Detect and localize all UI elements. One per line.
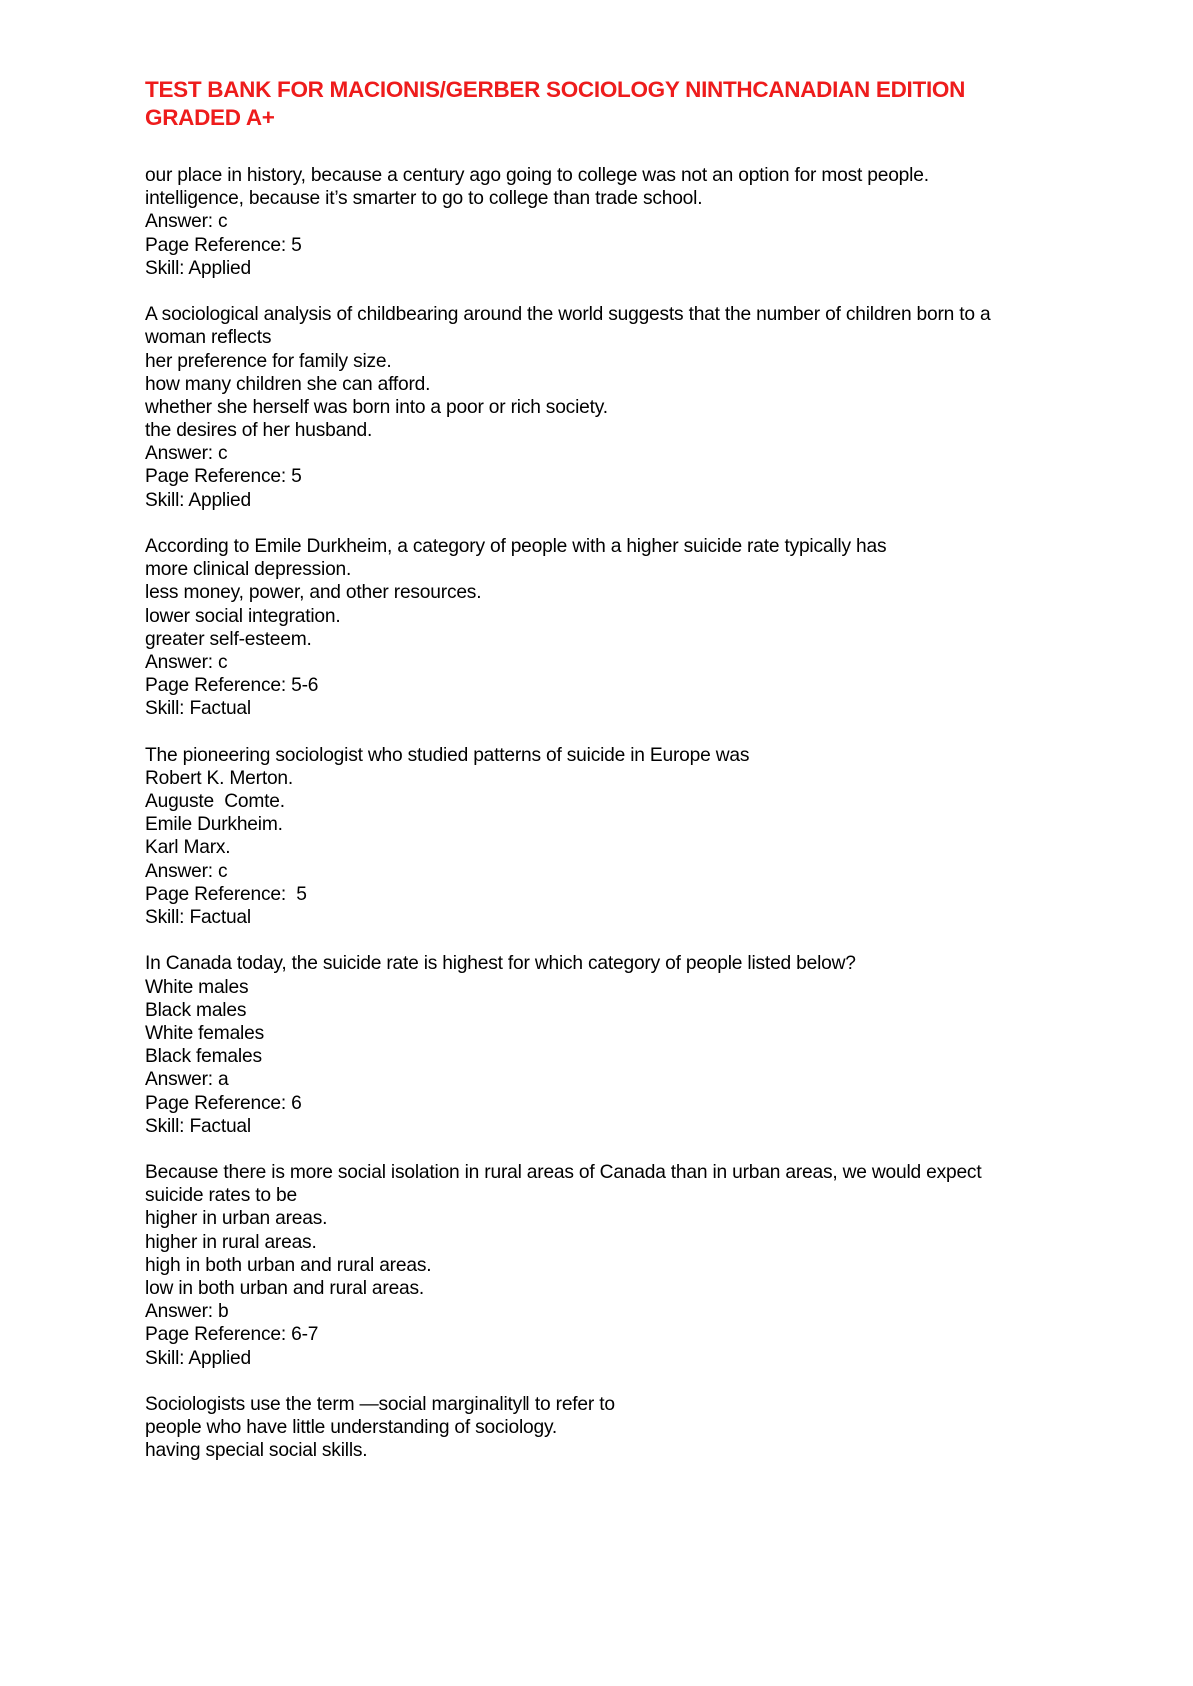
question-line: Answer: b <box>145 1301 229 1323</box>
question-line: higher in rural areas. <box>145 1231 317 1253</box>
block-spacer <box>145 1370 1075 1393</box>
question-line: Answer: c <box>145 651 228 673</box>
question-line: Black males <box>145 999 247 1021</box>
block-spacer <box>145 929 1075 952</box>
question-line: intelligence, because it’s smarter to go to college than trade school. <box>145 188 703 210</box>
question-line: Answer: a <box>145 1069 229 1091</box>
question-line: In Canada today, the suicide rate is highest for which category of people listed below? <box>145 953 856 975</box>
question-line: According to Emile Durkheim, a category of people with a higher suicide rate typically has <box>145 536 887 557</box>
question-line: Page Reference: 5 <box>145 234 302 256</box>
question-line: having special social skills. <box>145 1440 368 1462</box>
question-line: Karl Marx. <box>145 837 231 859</box>
question-line: Skill: Applied <box>145 1347 251 1369</box>
question-line: Auguste Comte. <box>145 791 285 813</box>
question-line: Answer: c <box>145 860 228 882</box>
block-spacer <box>145 1138 1075 1161</box>
document-title <box>145 76 1075 132</box>
question-line: greater self-esteem. <box>145 628 312 650</box>
question-line: Emile Durkheim. <box>145 814 283 836</box>
question-line: higher in urban areas. <box>145 1208 328 1230</box>
question-line: Sociologists use the term ―social marginality‖ to refer to <box>145 1393 615 1415</box>
question-line: woman reflects <box>145 327 272 349</box>
question-line: The pioneering sociologist who studied patterns of suicide in Europe was <box>145 744 750 766</box>
question-block <box>145 164 1075 280</box>
question-line: Black females <box>145 1046 262 1068</box>
question-line: high in both urban and rural areas. <box>145 1254 432 1276</box>
question-line: Skill: Factual <box>145 1115 251 1137</box>
question-line: A sociological analysis of childbearing around the world suggests that the number of children born to a <box>145 304 991 326</box>
question-line: Robert K. Merton. <box>145 767 294 789</box>
question-line: less money, power, and other resources. <box>145 582 482 604</box>
block-spacer <box>145 721 1075 744</box>
question-line: more clinical depression. <box>145 559 352 581</box>
question-line: Skill: Applied <box>145 489 251 511</box>
question-block <box>145 1393 1075 1463</box>
question-block <box>145 744 1075 930</box>
question-line: White males <box>145 976 249 998</box>
question-line: low in both urban and rural areas. <box>145 1278 425 1299</box>
question-line: Page Reference: 6-7 <box>145 1324 319 1346</box>
question-block <box>145 1161 1075 1370</box>
question-line: Answer: c <box>145 443 228 465</box>
question-line: people who have little understanding of sociology. <box>145 1417 558 1439</box>
question-block <box>145 535 1075 721</box>
question-line: the desires of her husband. <box>145 420 373 442</box>
question-line: suicide rates to be <box>145 1185 297 1207</box>
question-line: Page Reference: 5 <box>145 883 307 905</box>
question-line: Skill: Applied <box>145 257 251 279</box>
question-line: Page Reference: 6 <box>145 1092 302 1114</box>
title-line: GRADED A+ <box>145 105 275 130</box>
question-line: Skill: Factual <box>145 698 251 720</box>
question-line: Page Reference: 5-6 <box>145 675 319 697</box>
question-line: her preference for family size. <box>145 350 392 372</box>
question-line: Because there is more social isolation in rural areas of Canada than in urban areas, we would expect <box>145 1162 982 1184</box>
question-line: how many children she can afford. <box>145 373 431 395</box>
question-line: our place in history, because a century ago going to college was not an option for most people. <box>145 165 929 186</box>
question-line: Answer: c <box>145 211 228 233</box>
question-block <box>145 952 1075 1138</box>
question-line: Skill: Factual <box>145 907 251 928</box>
title-line: TEST BANK FOR MACIONIS/GERBER SOCIOLOGY NINTHCANADIAN EDITION <box>145 77 966 102</box>
block-spacer <box>145 280 1075 303</box>
question-line: White females <box>145 1022 264 1044</box>
block-spacer <box>145 512 1075 535</box>
question-line: lower social integration. <box>145 605 341 627</box>
question-list <box>145 164 1075 1463</box>
question-line: whether she herself was born into a poor or rich society. <box>145 396 608 418</box>
question-line: Page Reference: 5 <box>145 466 302 488</box>
question-block <box>145 303 1075 512</box>
